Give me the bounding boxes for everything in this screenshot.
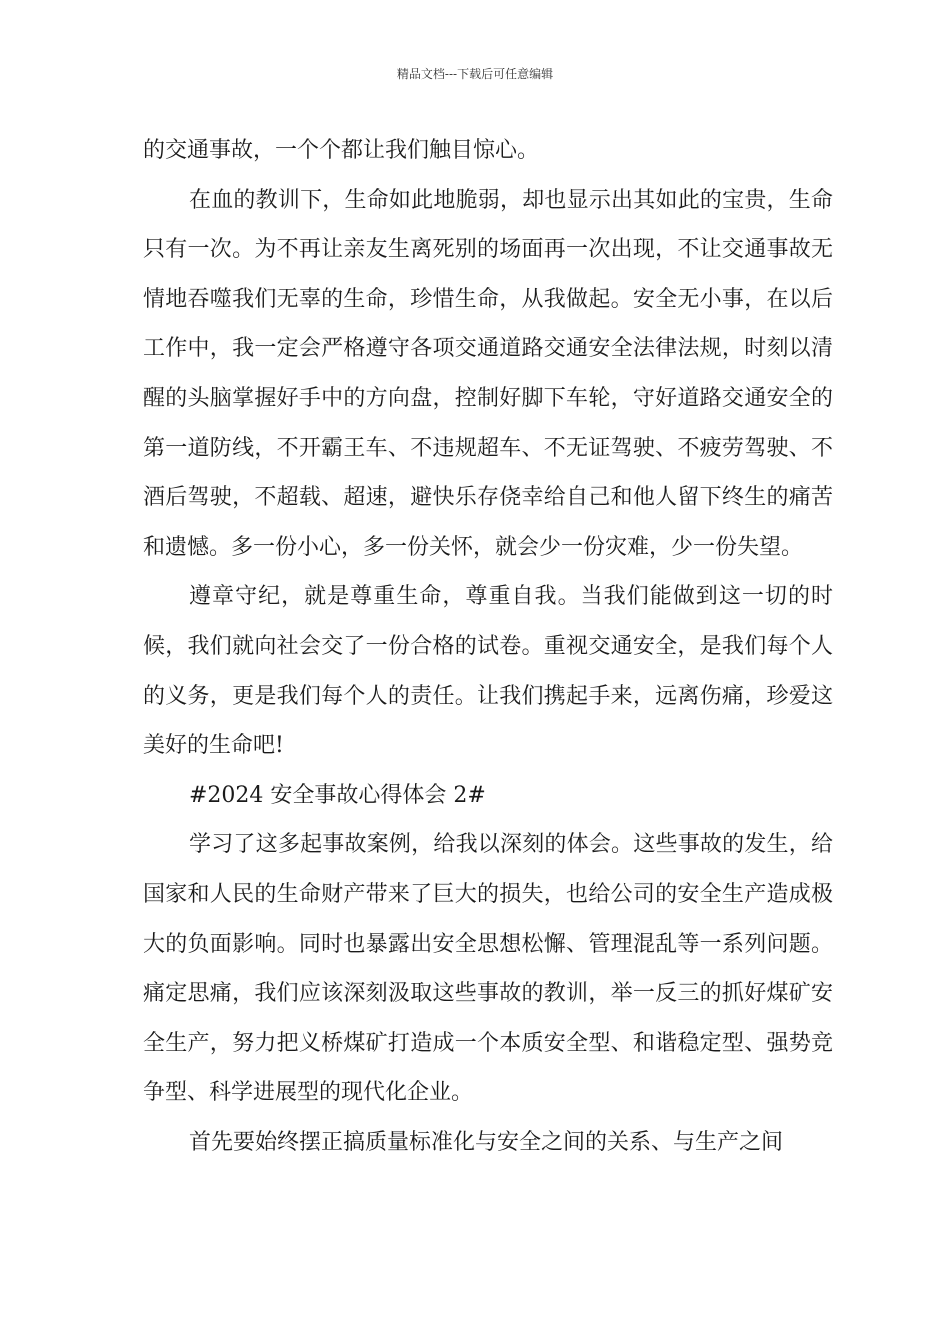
paragraph-first-priority: 首先要始终摆正搞质量标准化与安全之间的关系、与生产之间 (189, 1129, 784, 1155)
section-heading: #2024 安全事故心得体会 2# (189, 782, 486, 808)
page-header: 精品文档---下载后可任意编辑 (396, 67, 554, 81)
document-body (143, 126, 833, 1167)
paragraph-obey-rules: 遵章守纪，就是尊重生命，尊重自我。当我们能做到这一切的时候，我们就向社会交了一份合格的试卷。重视交通安全，是我们每个人的义务，更是我们每个人的责任。让我们携起手来，远离伤痛，珍爱这美好的生命吧! (143, 584, 833, 759)
paragraph-traffic-safety: 在血的教训下，生命如此地脆弱，却也显示出其如此的宝贵，生命只有一次。为不再让亲友生离死别的场面再一次出现，不让交通事故无情地吞噬我们无辜的生命，珍惜生命，从我做起。安全无小事，在以后工作中，我一定会严格遵守各项交通道路交通安全法律法规，时刻以清醒的头脑掌握好手中的方向盘，控制好脚下车轮，守好道路交通安全的第一道防线，不开霸王车、不违规超车、不无证驾驶、不疲劳驾驶、不酒后驾驶，不超载、超速，避快乐存侥幸给自己和他人留下终生的痛苦和遗憾。多一份小心，多一份关怀，就会少一份灾难，少一份失望。 (143, 187, 833, 560)
paragraph-continuation: 的交通事故，一个个都让我们触目惊心。 (143, 138, 540, 163)
paragraph-accident-cases: 学习了这多起事故案例，给我以深刻的体会。这些事故的发生，给国家和人民的生命财产带来了巨大的损失，也给公司的安全生产造成极大的负面影响。同时也暴露出安全思想松懈、管理混乱等一系列问题。痛定思痛，我们应该深刻汲取这些事故的教训，举一反三的抓好煤矿安全生产，努力把义桥煤矿打造成一个本质安全型、和谐稳定型、强势竞争型、科学进展型的现代化企业。 (143, 832, 833, 1106)
